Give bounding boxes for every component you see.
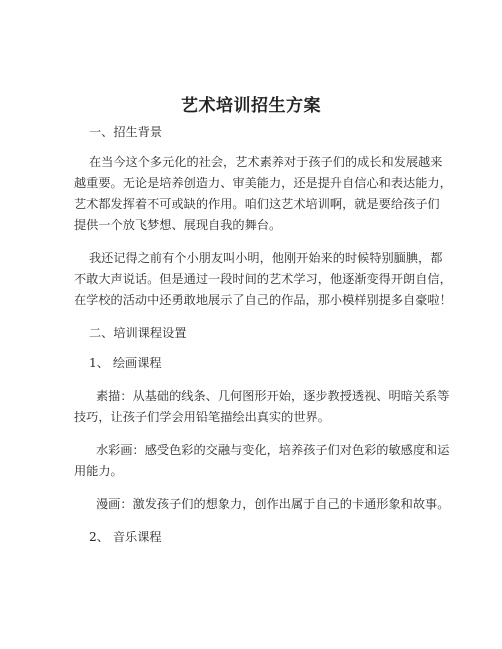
paragraph-line: 素描：从基础的线条、几何图形开始，逐步教授透视、明暗关系等 xyxy=(96,389,450,403)
paragraph-line: 提供一个放飞梦想、展现自我的舞台。 xyxy=(74,218,282,232)
section-heading-enrollment-background: 一、招生背景 xyxy=(89,125,163,139)
course-heading-music: 2、 音乐课程 xyxy=(89,530,162,544)
paragraph-line: 越重要。无论是培养创造力、审美能力，还是提升自信心和表达能力， xyxy=(74,176,452,190)
paragraph-line: 我还记得之前有个小朋友叫小明，他刚开始来的时候特别腼腆，都 xyxy=(89,251,443,265)
paragraph-line: 在当今这个多元化的社会，艺术素养对于孩子们的成长和发展越来 xyxy=(89,155,443,169)
course-heading-painting: 1、 绘画课程 xyxy=(89,356,162,370)
paragraph-line: 艺术都发挥着不可或缺的作用。咱们这艺术培训啊，就是要给孩子们 xyxy=(74,197,440,211)
paragraph-line: 技巧，让孩子们学会用铅笔描绘出真实的世界。 xyxy=(74,410,330,424)
paragraph-line: 漫画：激发孩子们的想象力，创作出属于自己的卡通形象和故事。 xyxy=(96,497,450,511)
paragraph-line: 在学校的活动中还勇敢地展示了自己的作品，那小模样别提多自豪啦！ xyxy=(74,293,452,307)
paragraph-line: 不敢大声说话。但是通过一段时间的艺术学习，他逐渐变得开朗自信， xyxy=(74,272,452,286)
paragraph-line: 用能力。 xyxy=(74,464,123,478)
paragraph-line: 水彩画：感受色彩的交融与变化，培养孩子们对色彩的敏感度和运 xyxy=(96,443,450,457)
section-heading-course-setup: 二、培训课程设置 xyxy=(89,326,187,340)
document-title: 艺术培训招生方案 xyxy=(181,96,321,116)
